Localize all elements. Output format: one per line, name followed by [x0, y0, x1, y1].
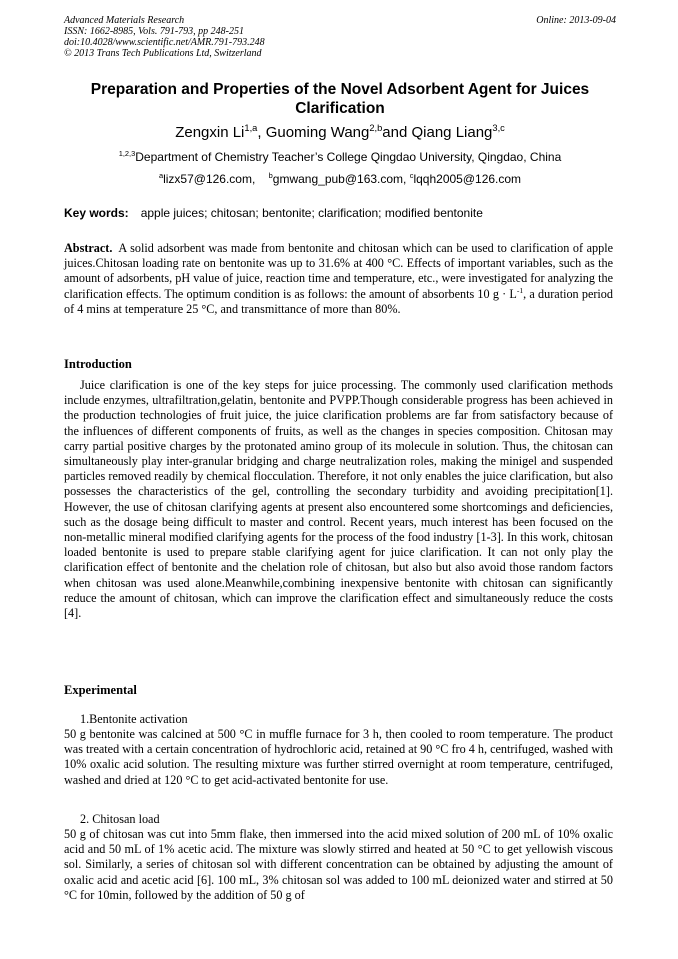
author-sup: 3,c [492, 123, 505, 133]
email-address[interactable]: lizx57@126.com, [163, 172, 256, 186]
unit-sup: -1 [516, 285, 524, 295]
keywords-label: Key words: [64, 206, 129, 220]
issn-line: ISSN: 1662-8985, Vols. 791-793, pp 248-251 [64, 26, 244, 37]
abstract-text-end: , a duration period of 4 mins at temperature 25 °C, and transmittance of more than 80%. [64, 286, 613, 316]
author-list [64, 124, 616, 142]
author-name: Zengxin Li [175, 124, 245, 141]
email-list [64, 172, 616, 187]
author-separator: , [257, 124, 266, 141]
keywords-text: apple juices; chitosan; bentonite; clarification; modified bentonite [140, 206, 483, 220]
subsection-heading: 1.Bentonite activation [80, 712, 188, 726]
email-address[interactable]: lqqh2005@126.com [413, 172, 522, 186]
affiliation-sup: 1,2,3 [118, 149, 136, 158]
paper-title: Preparation and Properties of the Novel Adsorbent Agent for Juices Clarification [90, 81, 590, 117]
subsection-heading: 2. Chitosan load [80, 812, 160, 826]
journal-header [64, 15, 616, 59]
introduction-text: Juice clarification is one of the key steps for juice processing. The commonly used clarification methods include enzymes, ultrafiltration,gelatin, bentonite and PVPP.Though considerable progress has been achieved in the production technologies of fruit juice, the juice clarification problems are far from satisfactory because of the influences of different components of fruits, as well as the changes in species composition. Chitosan may carry partial positive charges by the protonated amino group of its molecule in solution. Thus, the chitosan can simultaneously play inter-granular bridging and charge neutralization roles, making the minigel and suspended particles removed readily by chemical flocculation. Therefore, it not only enables the juice clarification, but also possesses the characteristics of the gel, controlling the secondary turbidity and avoiding precipitation[1]. However, the use of chitosan clarifying agents at present also encountered some shortcomings and deficiencies, such as the dosage being difficult to master and control. Recent years, much interest has been focused on the non-metallic mineral modified clarifying agents for the process of the food industry [1-3]. In this work, chitosan loaded bentonite is used to prepare stable clarifying agent for juice clarification. It can not only play the clarification effect of bentonite and the chelation role of chitosan, but also but also avoid those random factors when chitosan was used alone.Meanwhile,combining inexpensive bentonite with chitosan can significantly reduce the amount of chitosan, which can improve the clarification effect and simultaneously reduce the costs [4]. [64, 378, 613, 621]
online-date: Online: 2013-09-04 [536, 15, 616, 26]
experimental-heading: Experimental [64, 683, 137, 697]
email-sup: b [268, 171, 273, 180]
author-sup: 1,a [244, 123, 258, 133]
affiliation [64, 150, 616, 165]
author-separator: and [382, 124, 412, 141]
journal-name: Advanced Materials Research [64, 15, 185, 26]
doi-line[interactable]: doi:10.4028/www.scientific.net/AMR.791-793.248 [64, 37, 265, 48]
copyright-line: © 2013 Trans Tech Publications Ltd, Switzerland [64, 48, 262, 59]
email-sup: a [158, 171, 164, 180]
abstract-text: A solid adsorbent was made from bentonite and chitosan which can be used to clarification of apple juices.Chitosan loading rate on bentonite was up to 31.6% at 400 °C. Effects of important variables, such as the amount of adsorbents, pH value of juice, reaction time and temperature, etc., were investigated for analyzing the clarification effects. The optimum condition is as follows: the amount of absorbents 10 g · L [64, 241, 613, 301]
abstract [64, 241, 613, 317]
author-sup: 2,b [369, 123, 383, 133]
abstract-label: Abstract. [64, 241, 113, 255]
affiliation-text: Department of Chemistry Teacher’s College Qingdao University, Qingdao, China [135, 150, 562, 164]
chitosan-load-text: 50 g of chitosan was cut into 5mm flake, then immersed into the acid mixed solution of 200 mL of 10% oxalic acid and 50 mL of 1% acetic acid. The mixture was slowly stirred and heated at 50 °C to get yellowish viscous sol. Similarly, a series of chitosan sol with different concentration can be obtained by adjusting the amount of oxalic acid and acetic acid [6]. 100 mL, 3% chitosan sol was added to 100 mL deionized water and stirred at 50 °C for 10min, followed by the addition of 50 g of [64, 827, 613, 902]
keywords [64, 206, 616, 221]
bentonite-activation-text: 50 g bentonite was calcined at 500 °C in muffle furnace for 3 h, then cooled to room temperature. The product was treated with a certain concentration of hydrochloric acid, retained at 90 °C fro 4 h, centrifuged, washed with 10% oxalic acid solution. The resulting mixture was further stirred overnight at room temperature, centrifuged, washed and dried at 120 °C to get acid-activated bentonite for use. [64, 727, 613, 787]
introduction-heading: Introduction [64, 357, 132, 371]
author-name: Guoming Wang [265, 124, 370, 141]
email-sup: c [409, 171, 414, 180]
email-address[interactable]: gmwang_pub@163.com, [272, 172, 407, 186]
author-name: Qiang Liang [411, 124, 493, 141]
